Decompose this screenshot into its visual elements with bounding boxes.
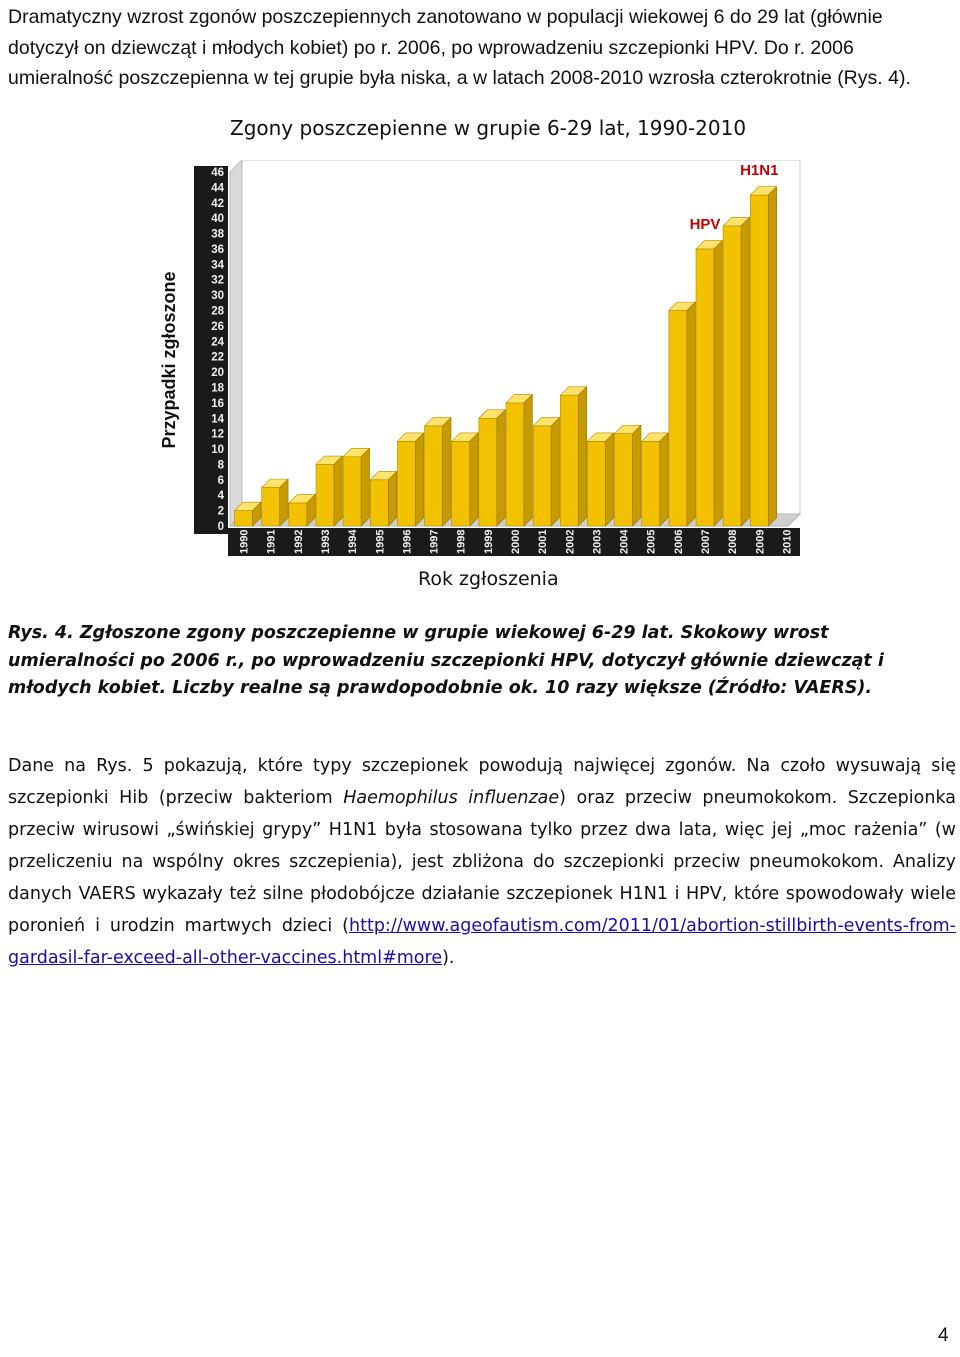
page-number: 4: [938, 1325, 949, 1346]
figure-caption: Rys. 4. Zgłoszone zgony poszczepienne w grupie wiekowej 6-29 lat. Skokowy wrost umieralności po 2006 r., po wprowadzeniu szczepionki HPV, dotyczył głównie dziewcząt i młodych kobiet. Liczby realne są prawdopodobnie ok. 10 razy większe (Źródło: VAERS).: [8, 623, 884, 698]
bar-side: [334, 456, 342, 526]
y-tick-label: 30: [211, 290, 224, 303]
y-tick-label: 16: [211, 397, 224, 410]
bar-side: [768, 187, 776, 526]
bar-side: [633, 425, 641, 526]
y-tick-label: 46: [211, 167, 224, 179]
x-axis-label: Rok zgłoszenia: [418, 568, 559, 590]
bar: [343, 457, 361, 526]
body-text-3: ).: [442, 948, 455, 968]
body-paragraph: [8, 750, 956, 974]
y-axis-label: Przypadki zgłoszone: [159, 271, 179, 449]
y-tick-label: 22: [211, 351, 224, 364]
bar: [533, 426, 551, 526]
bar-side: [388, 471, 396, 526]
bar: [587, 441, 605, 526]
chart-side-wall: [230, 160, 242, 526]
bar-side: [714, 241, 722, 526]
bar-side: [470, 433, 478, 526]
y-tick-label: 18: [211, 382, 224, 395]
x-tick-label: 2007: [700, 529, 712, 554]
x-tick-label: 1992: [292, 529, 305, 554]
y-tick-label: 14: [211, 413, 224, 426]
x-tick-label: 2009: [754, 529, 767, 554]
y-tick-label: 2: [217, 505, 224, 518]
bar: [506, 403, 524, 526]
y-tick-label: 36: [211, 243, 224, 256]
y-tick-label: 44: [211, 182, 224, 195]
y-tick-label: 24: [211, 336, 224, 349]
y-tick-label: 10: [211, 444, 224, 457]
bar-side: [687, 302, 695, 526]
x-tick-label: 2008: [727, 529, 740, 554]
y-tick-label: 42: [211, 197, 224, 210]
bar-side: [605, 433, 613, 526]
source-link[interactable]: http://www.ageofautism.com/2011/01/abortion-stillbirth-events-from-gardasil-far-exceed-all-other-vaccines.html#more: [8, 916, 956, 968]
y-tick-label: 0: [217, 521, 224, 533]
bar-side: [578, 387, 586, 526]
x-tick-label: 2001: [537, 529, 550, 554]
bar: [615, 434, 633, 526]
y-tick-label: 12: [211, 428, 224, 441]
y-tick-label: 6: [217, 474, 224, 487]
y-tick-label: 8: [217, 459, 224, 472]
x-tick-label: 1997: [428, 529, 441, 554]
y-tick-label: 34: [211, 259, 224, 272]
annotation-label: H1N1: [740, 162, 779, 180]
x-tick-label: 2005: [645, 529, 658, 554]
x-tick-label: 1996: [401, 529, 414, 554]
bar: [669, 311, 687, 526]
x-tick-label: 1991: [265, 529, 278, 554]
intro-paragraph: Dramatyczny wzrost zgonów poszczepiennych zanotowano w populacji wiekowej 6 do 29 lat (głównie dotyczył on dziewcząt i młodych kobiet) po r. 2006, po wprowadzeniu szczepionki HPV. Do r. 2006 umieralność poszczepienna w tej grupie była niska, a w latach 2008-2010 wzrosła czterokrotnie (Rys. 4).: [8, 6, 911, 89]
bar-side: [443, 418, 451, 526]
bar: [289, 503, 307, 526]
bar: [560, 395, 578, 526]
x-tick-label: 1995: [374, 529, 387, 554]
bar-chart: [150, 160, 810, 560]
bar: [723, 226, 741, 526]
bar: [750, 195, 768, 526]
y-tick-label: 28: [211, 305, 224, 318]
y-tick-label: 40: [211, 213, 224, 226]
bar-side: [361, 448, 369, 526]
bar-side: [741, 217, 749, 526]
y-tick-label: 38: [211, 228, 224, 241]
x-tick-label: 1998: [455, 529, 468, 554]
x-tick-label: 1999: [482, 529, 495, 554]
bar: [397, 441, 415, 526]
bar-side: [497, 410, 505, 526]
x-tick-label: 2000: [510, 529, 522, 554]
x-tick-label: 2010: [781, 529, 794, 554]
bar: [696, 249, 714, 526]
bar: [479, 418, 497, 526]
bar-side: [415, 433, 423, 526]
italic-term: Haemophilus influenzae: [343, 788, 560, 808]
bar-side: [660, 433, 668, 526]
bar-side: [524, 394, 532, 526]
x-tick-label: 1994: [347, 529, 360, 554]
chart-title: Zgony poszczepienne w grupie 6-29 lat, 1990-2010: [230, 116, 747, 140]
x-tick-label: 1990: [238, 529, 251, 554]
bar: [642, 441, 660, 526]
bar: [316, 464, 334, 526]
bar-side: [551, 418, 559, 526]
bar-side: [280, 479, 288, 526]
x-tick-label: 2004: [618, 529, 631, 554]
y-tick-label: 20: [211, 367, 224, 380]
x-axis-ticks: [228, 528, 800, 556]
x-tick-label: 2002: [564, 529, 577, 554]
x-tick-label: 2003: [591, 529, 604, 554]
annotation-label: HPV: [689, 215, 721, 233]
x-tick-label: 1993: [320, 529, 332, 554]
bar: [262, 488, 280, 526]
x-tick-label: 2006: [672, 529, 685, 554]
y-tick-label: 26: [211, 320, 224, 333]
bar: [370, 480, 388, 526]
y-axis-ticks: [194, 166, 228, 534]
body-text-2: ) oraz przeciw pneumokokom. Szczepionka przeciw wirusowi „świńskiej grypy” H1N1 była stosowana tylko przez dwa lata, więc jej „moc rażenia” (w przeliczeniu na wspólny okres szczepienia), jest zbliżona do szczepionki przeciw pneumokokom. Analizy danych VAERS wykazały też silne płodobójcze działanie szczepionek H1N1 i HPV, które spowodowały wiele poronień i urodzin martwych dzieci (: [8, 788, 956, 936]
body-text-1: Dane na Rys. 5 pokazują, które typy szczepionek powodują najwięcej zgonów. Na czoło wysuwają się szczepionki Hib (przeciw bakteriom: [8, 756, 956, 808]
bar: [452, 441, 470, 526]
y-tick-label: 4: [217, 490, 224, 503]
bar: [425, 426, 443, 526]
bar: [235, 511, 253, 526]
y-tick-label: 32: [211, 274, 224, 287]
